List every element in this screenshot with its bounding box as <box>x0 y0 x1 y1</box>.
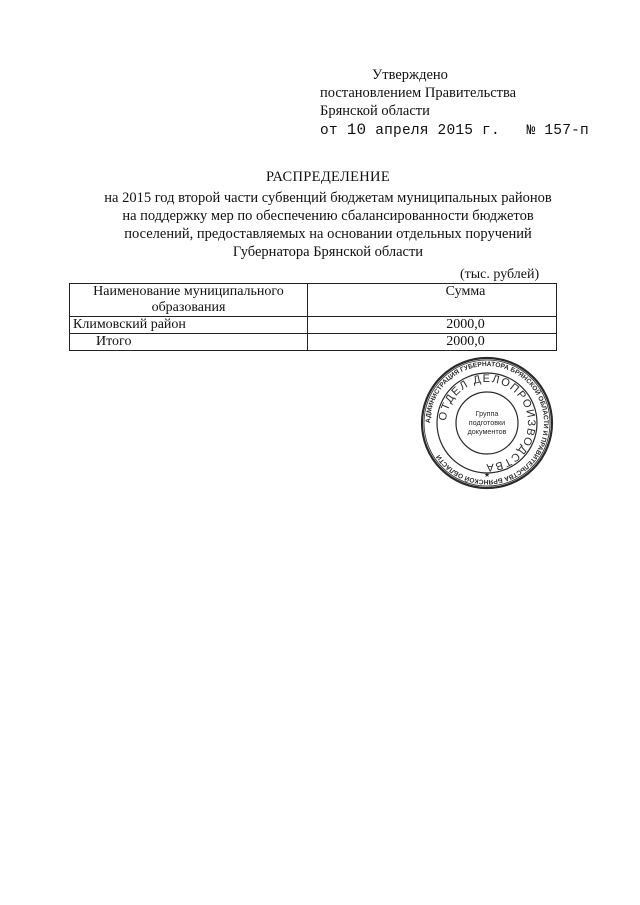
total-amount: 2000,0 <box>308 334 557 351</box>
subtitle-line-3: поселений, предоставляемых на основании отдельных поручений <box>124 226 532 242</box>
stamp-center-line-2: подготовки <box>468 418 506 427</box>
subtitle-line-4: Губернатора Брянской области <box>232 244 424 260</box>
date-prefix: от <box>320 123 338 139</box>
table-header-row <box>70 284 557 317</box>
approval-date-line <box>320 121 620 140</box>
document-heading <box>40 168 616 261</box>
date-day: 10 <box>346 121 367 139</box>
subtitle-line-1: на 2015 год второй части субвенций бюджетам муниципальных районов <box>104 190 552 206</box>
date-rest: апреля 2015 г. <box>375 123 500 139</box>
approval-block <box>320 66 620 140</box>
stamp-center-line-3: документов <box>467 427 507 436</box>
stamp-star-icon: ★ <box>483 471 491 479</box>
stamp-center-line-1: Группа <box>475 409 499 418</box>
approval-line-1: постановлением Правительства <box>320 85 517 101</box>
number-value: 157-п <box>544 123 589 139</box>
distribution-table <box>69 283 557 351</box>
header-name: Наименование муниципального образования <box>70 284 308 317</box>
row-amount: 2000,0 <box>308 317 557 334</box>
subtitle-line-2: на поддержку мер по обеспечению сбалансированности бюджетов <box>122 208 534 224</box>
units-label: (тыс. рублей) <box>460 267 540 282</box>
document-title: РАСПРЕДЕЛЕНИЕ <box>266 169 390 185</box>
header-amount: Сумма <box>308 284 557 317</box>
table-row <box>70 317 557 334</box>
stamp-graphic <box>420 356 554 490</box>
approval-line-2: Брянской области <box>320 103 430 119</box>
stamp-inner-textpath: ОТДЕЛ ДЕЛОПРОИЗВОДСТВА <box>436 372 538 474</box>
number-label: № <box>526 123 536 139</box>
row-name: Климовский район <box>70 317 308 334</box>
table-total-row <box>70 334 557 351</box>
approval-title: Утверждено <box>372 67 448 83</box>
office-stamp <box>420 356 554 490</box>
total-label: Итого <box>70 334 308 351</box>
stamp-outer-textpath: АДМИНИСТРАЦИЯ ГУБЕРНАТОРА БРЯНСКОЙ ОБЛАСТИ И ПРАВИТЕЛЬСТВА БРЯНСКОЙ ОБЛАСТИ <box>424 360 550 486</box>
